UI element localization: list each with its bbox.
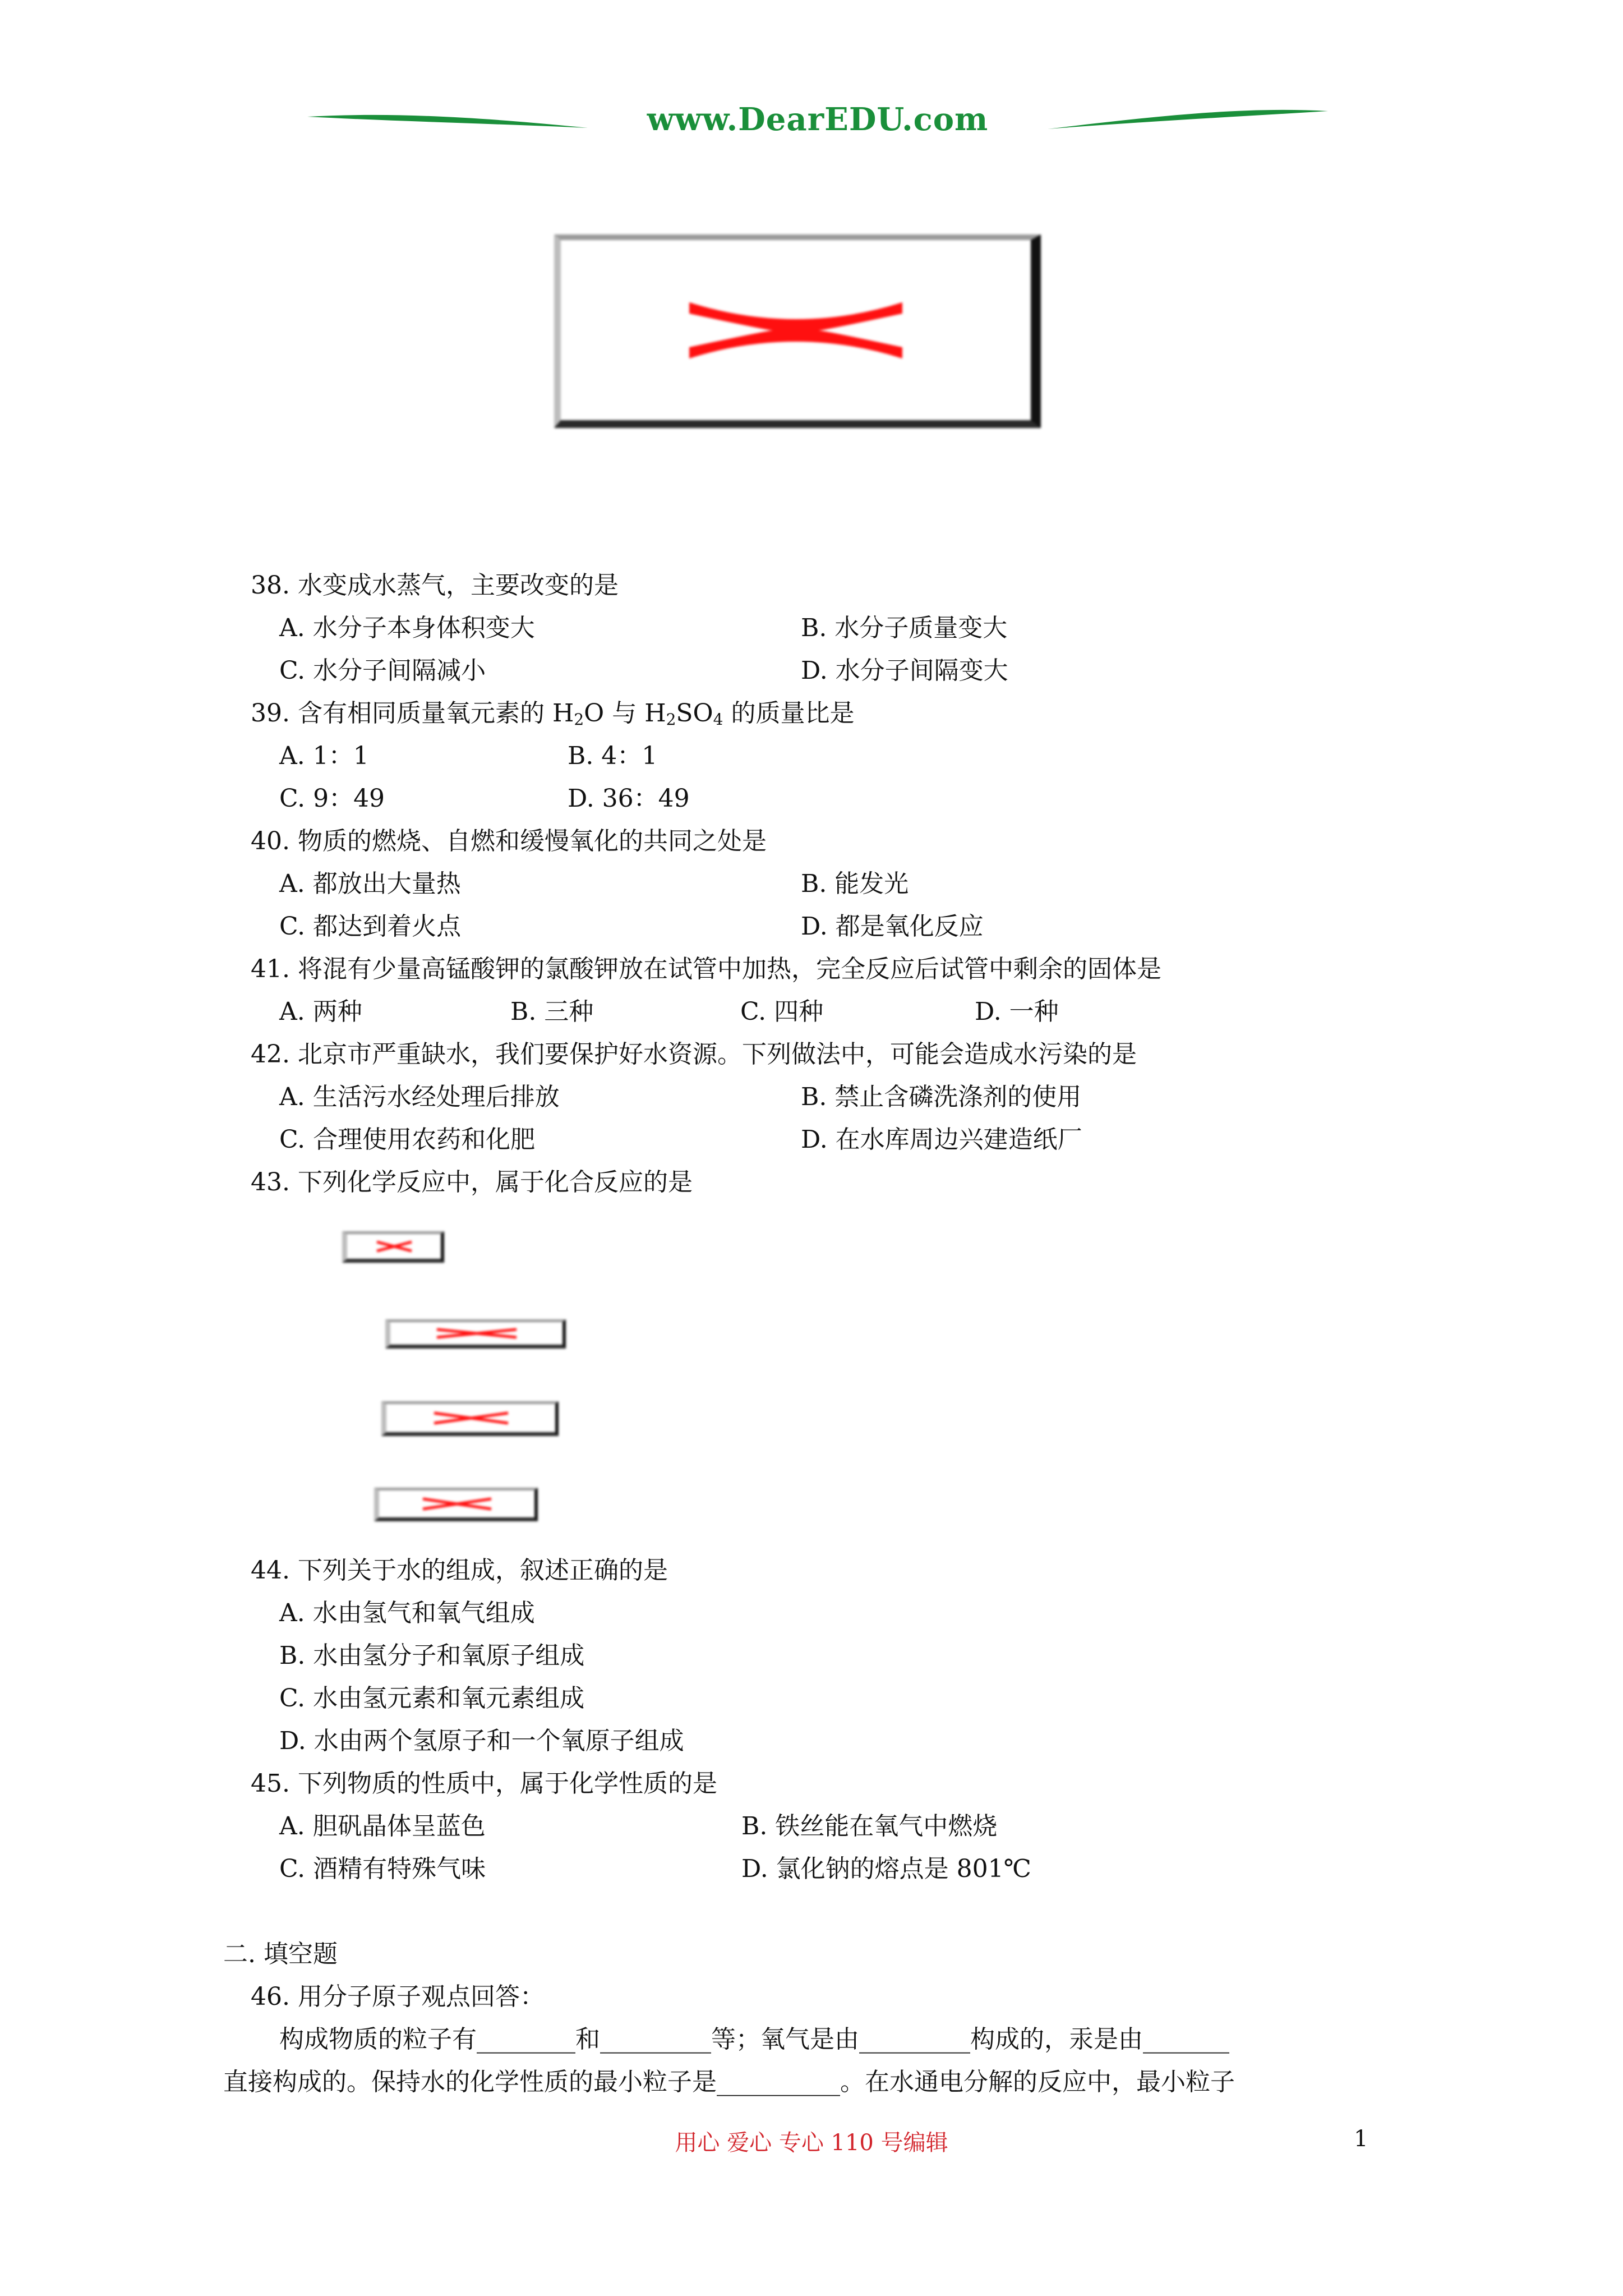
q41-option-d: D. 一种 <box>975 997 1059 1026</box>
question-45: 45. 下列物质的性质中，属于化学性质的是 <box>251 1769 717 1798</box>
q38-option-a: A. 水分子本身体积变大 <box>279 614 535 642</box>
q43-option-image-d <box>374 1488 538 1521</box>
question-39: 39. 含有相同质量氧元素的 $H_2O$ 与 $H_2SO_4$ 的质量比是 <box>251 699 855 729</box>
q39-option-c: C. 9：49 <box>279 784 385 813</box>
q43-option-image-a <box>342 1231 444 1263</box>
q45-option-d: D. 氯化钠的熔点是 801℃ <box>741 1855 1031 1883</box>
broken-image-icon <box>684 297 908 364</box>
q42-option-d: D. 在水库周边兴建造纸厂 <box>801 1125 1082 1154</box>
q44-option-a: A. 水由氢气和氧气组成 <box>279 1599 535 1627</box>
broken-image-large <box>554 234 1041 428</box>
q45-option-a: A. 胆矾晶体呈蓝色 <box>279 1812 486 1841</box>
broken-image-icon <box>435 1328 519 1339</box>
question-46: 46. 用分子原子观点回答： <box>251 1982 545 2011</box>
question-38: 38. 水变成水蒸气，主要改变的是 <box>251 571 619 600</box>
question-40: 40. 物质的燃烧、自燃和缓慢氧化的共同之处是 <box>251 827 767 855</box>
q46-line-1: 构成物质的粒子有________和_________等；氧气是由_________构成的，汞是由_______ <box>279 2025 1229 2054</box>
q38-option-d: D. 水分子间隔变大 <box>801 656 1008 685</box>
broken-image-icon <box>432 1411 510 1425</box>
q44-option-b: B. 水由氢分子和氧原子组成 <box>279 1641 585 1670</box>
q40-option-a: A. 都放出大量热 <box>279 869 461 898</box>
q44-option-d: D. 水由两个氢原子和一个氧原子组成 <box>279 1727 684 1755</box>
q42-option-c: C. 合理使用农药和化肥 <box>279 1125 536 1154</box>
q39-option-a: A. 1：1 <box>279 742 369 770</box>
q42-option-b: B. 禁止含磷洗涤剂的使用 <box>801 1083 1082 1111</box>
q40-option-c: C. 都达到着火点 <box>279 912 462 941</box>
q41-option-c: C. 四种 <box>740 997 824 1026</box>
page-number: 1 <box>1354 2126 1368 2152</box>
q45-option-c: C. 酒精有特殊气味 <box>279 1855 486 1883</box>
q41-option-a: A. 两种 <box>279 997 362 1026</box>
q39-option-b: B. 4：1 <box>568 742 658 770</box>
q39-option-d: D. 36：49 <box>568 784 690 813</box>
header-banner <box>307 101 1328 146</box>
q40-option-b: B. 能发光 <box>801 869 909 898</box>
q46-line-2: 直接构成的。保持水的化学性质的最小粒子是__________。在水通电分解的反应中，最小粒子 <box>223 2068 1235 2096</box>
q38-option-b: B. 水分子质量变大 <box>801 614 1008 642</box>
question-44: 44. 下列关于水的组成，叙述正确的是 <box>251 1556 668 1585</box>
question-42: 42. 北京市严重缺水，我们要保护好水资源。下列做法中，可能会造成水污染的是 <box>251 1040 1137 1069</box>
broken-image-icon <box>375 1240 414 1253</box>
question-41: 41. 将混有少量高锰酸钾的氯酸钾放在试管中加热，完全反应后试管中剩余的固体是 <box>251 955 1161 983</box>
site-url[interactable]: www.DearEDU.com <box>647 101 989 138</box>
q41-option-b: B. 三种 <box>510 997 594 1026</box>
footer-text: 用心 爱心 专心 110 号编辑 <box>675 2130 948 2156</box>
broken-image-icon <box>421 1497 494 1511</box>
question-43: 43. 下列化学反应中，属于化合反应的是 <box>251 1168 693 1197</box>
section-title: 二. 填空题 <box>223 1940 338 1968</box>
q40-option-d: D. 都是氧化反应 <box>801 912 984 941</box>
q43-option-image-c <box>381 1401 559 1436</box>
q44-option-c: C. 水由氢元素和氧元素组成 <box>279 1684 585 1713</box>
q42-option-a: A. 生活污水经处理后排放 <box>279 1083 560 1111</box>
q38-option-c: C. 水分子间隔减小 <box>279 656 486 685</box>
q45-option-b: B. 铁丝能在氧气中燃烧 <box>741 1812 998 1841</box>
q43-option-image-b <box>385 1319 566 1349</box>
